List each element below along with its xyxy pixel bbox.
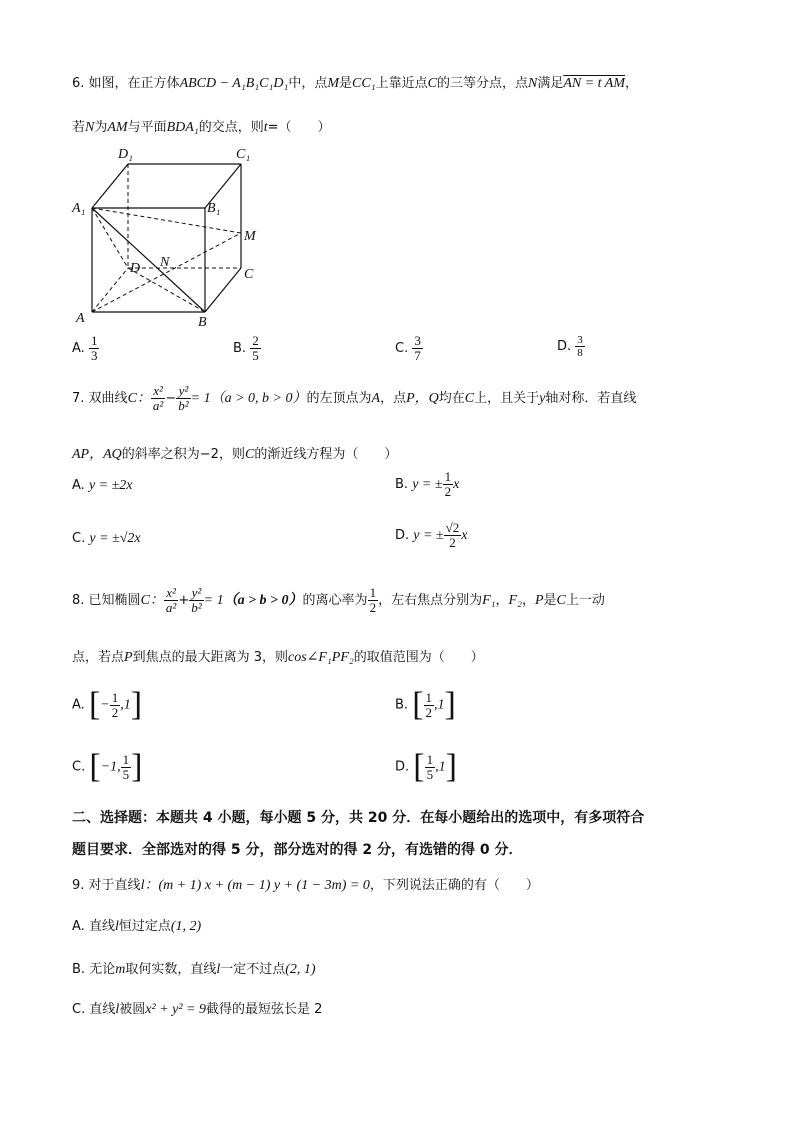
cube-name: ABCD − A₁B₁C₁D₁: [179, 76, 289, 91]
edge-a1-b: [92, 208, 205, 312]
label-n: N: [160, 255, 170, 270]
q6-stem-line1: 6. 如图，在正方体ABCD − A₁B₁C₁D₁中，点M是CC₁上靠近点C的三等分点，点N满足AN = t AM，: [72, 76, 639, 91]
edge-a1-d: [92, 208, 128, 268]
q6-option-d[interactable]: D. $\frac{3}{8}$: [557, 334, 583, 359]
q8-stem-line2: 点，若点P到焦点的最大距离为 3，则cos∠F₁PF₂的取值范围为（ ）: [72, 650, 484, 665]
q7-option-d[interactable]: D. y = ± $\frac{√2}{2}$ x: [395, 520, 468, 550]
label-m: M: [244, 229, 256, 244]
q8-option-a[interactable]: A. [− $\frac{1}{2}$ ,1]: [72, 686, 143, 723]
q8-option-c[interactable]: C. [−1, $\frac{1}{5}$ ]: [72, 748, 143, 785]
q6-option-b[interactable]: B. $\frac{2}{5}$: [233, 333, 259, 363]
edge-b-c: [205, 268, 241, 312]
q9-option-c[interactable]: C. 直线l被圆x² + y² = 9截得的最短弦长是 2: [72, 1002, 323, 1017]
q7-option-c[interactable]: C. y = ±√2x: [72, 531, 141, 546]
q8-option-d[interactable]: D. [ $\frac{1}{5}$ ,1]: [395, 748, 457, 785]
label-b: B: [198, 315, 207, 330]
q7-stem-line2: AP，AQ的斜率之积为−2，则C的渐近线方程为（ ）: [72, 447, 398, 462]
q8-option-b[interactable]: B. [ $\frac{1}{2}$ ,1]: [395, 686, 456, 723]
label-d1: D₁: [118, 147, 133, 162]
q7-option-a[interactable]: A. y = ±2x: [72, 478, 133, 493]
q6-option-c[interactable]: C. $\frac{3}{7}$: [395, 333, 421, 363]
q6-stem-line2: 若N为AM与平面BDA₁的交点，则t=（ ）: [72, 120, 331, 135]
q9-option-b[interactable]: B. 无论m取何实数，直线l一定不过点(2, 1): [72, 962, 316, 977]
section2-heading-line1: 二、选择题：本题共 4 小题，每小题 5 分，共 20 分．在每小题给出的选项中，有多项符合: [72, 810, 645, 826]
label-d: D: [130, 261, 141, 276]
q8-stem-line1: 8. 已知椭圆C： $\frac{\text{x²}}{\text{a²}}$ + $\frac{\text{y²}}{\text{b²}}$ = 1（a > b > 0）的离心率为 $\frac{1}{2}$ ，左右焦点分别为F₁，F₂，P是C上一动: [72, 585, 605, 615]
q9-stem: 9. 对于直线l：(m + 1) x + (m − 1) y + (1 − 3m) = 0，下列说法正确的有（ ）: [72, 878, 539, 893]
label-c1: C₁: [236, 147, 251, 162]
edge-a1-d1: [92, 164, 128, 208]
q6-number: 6.: [72, 76, 85, 91]
q9-option-a[interactable]: A. 直线l恒过定点(1, 2): [72, 919, 202, 934]
q6-option-a[interactable]: A. $\frac{1}{3}$: [72, 333, 98, 363]
label-a: A: [76, 311, 85, 326]
edge-a-d: [92, 268, 128, 312]
q7-option-b[interactable]: B. y = ± $\frac{1}{2}$ x: [395, 469, 460, 499]
cube-figure: [60, 140, 280, 330]
label-a1: A₁: [72, 201, 86, 216]
q7-stem-line1: 7. 双曲线C： $\frac{\text{x²}}{\text{a²}}$ − $\frac{\text{y²}}{\text{b²}}$ = 1（a > 0, b > 0）的左顶点为A，点P，Q均在C上，且关于y轴对称．若直线: [72, 383, 637, 413]
label-c: C: [244, 267, 254, 282]
vector-equation: AN = t AM: [563, 76, 626, 91]
label-b1: B₁: [207, 201, 221, 216]
section2-heading-line2: 题目要求．全部选对的得 5 分，部分选对的得 2 分，有选错的得 0 分．: [72, 842, 523, 858]
